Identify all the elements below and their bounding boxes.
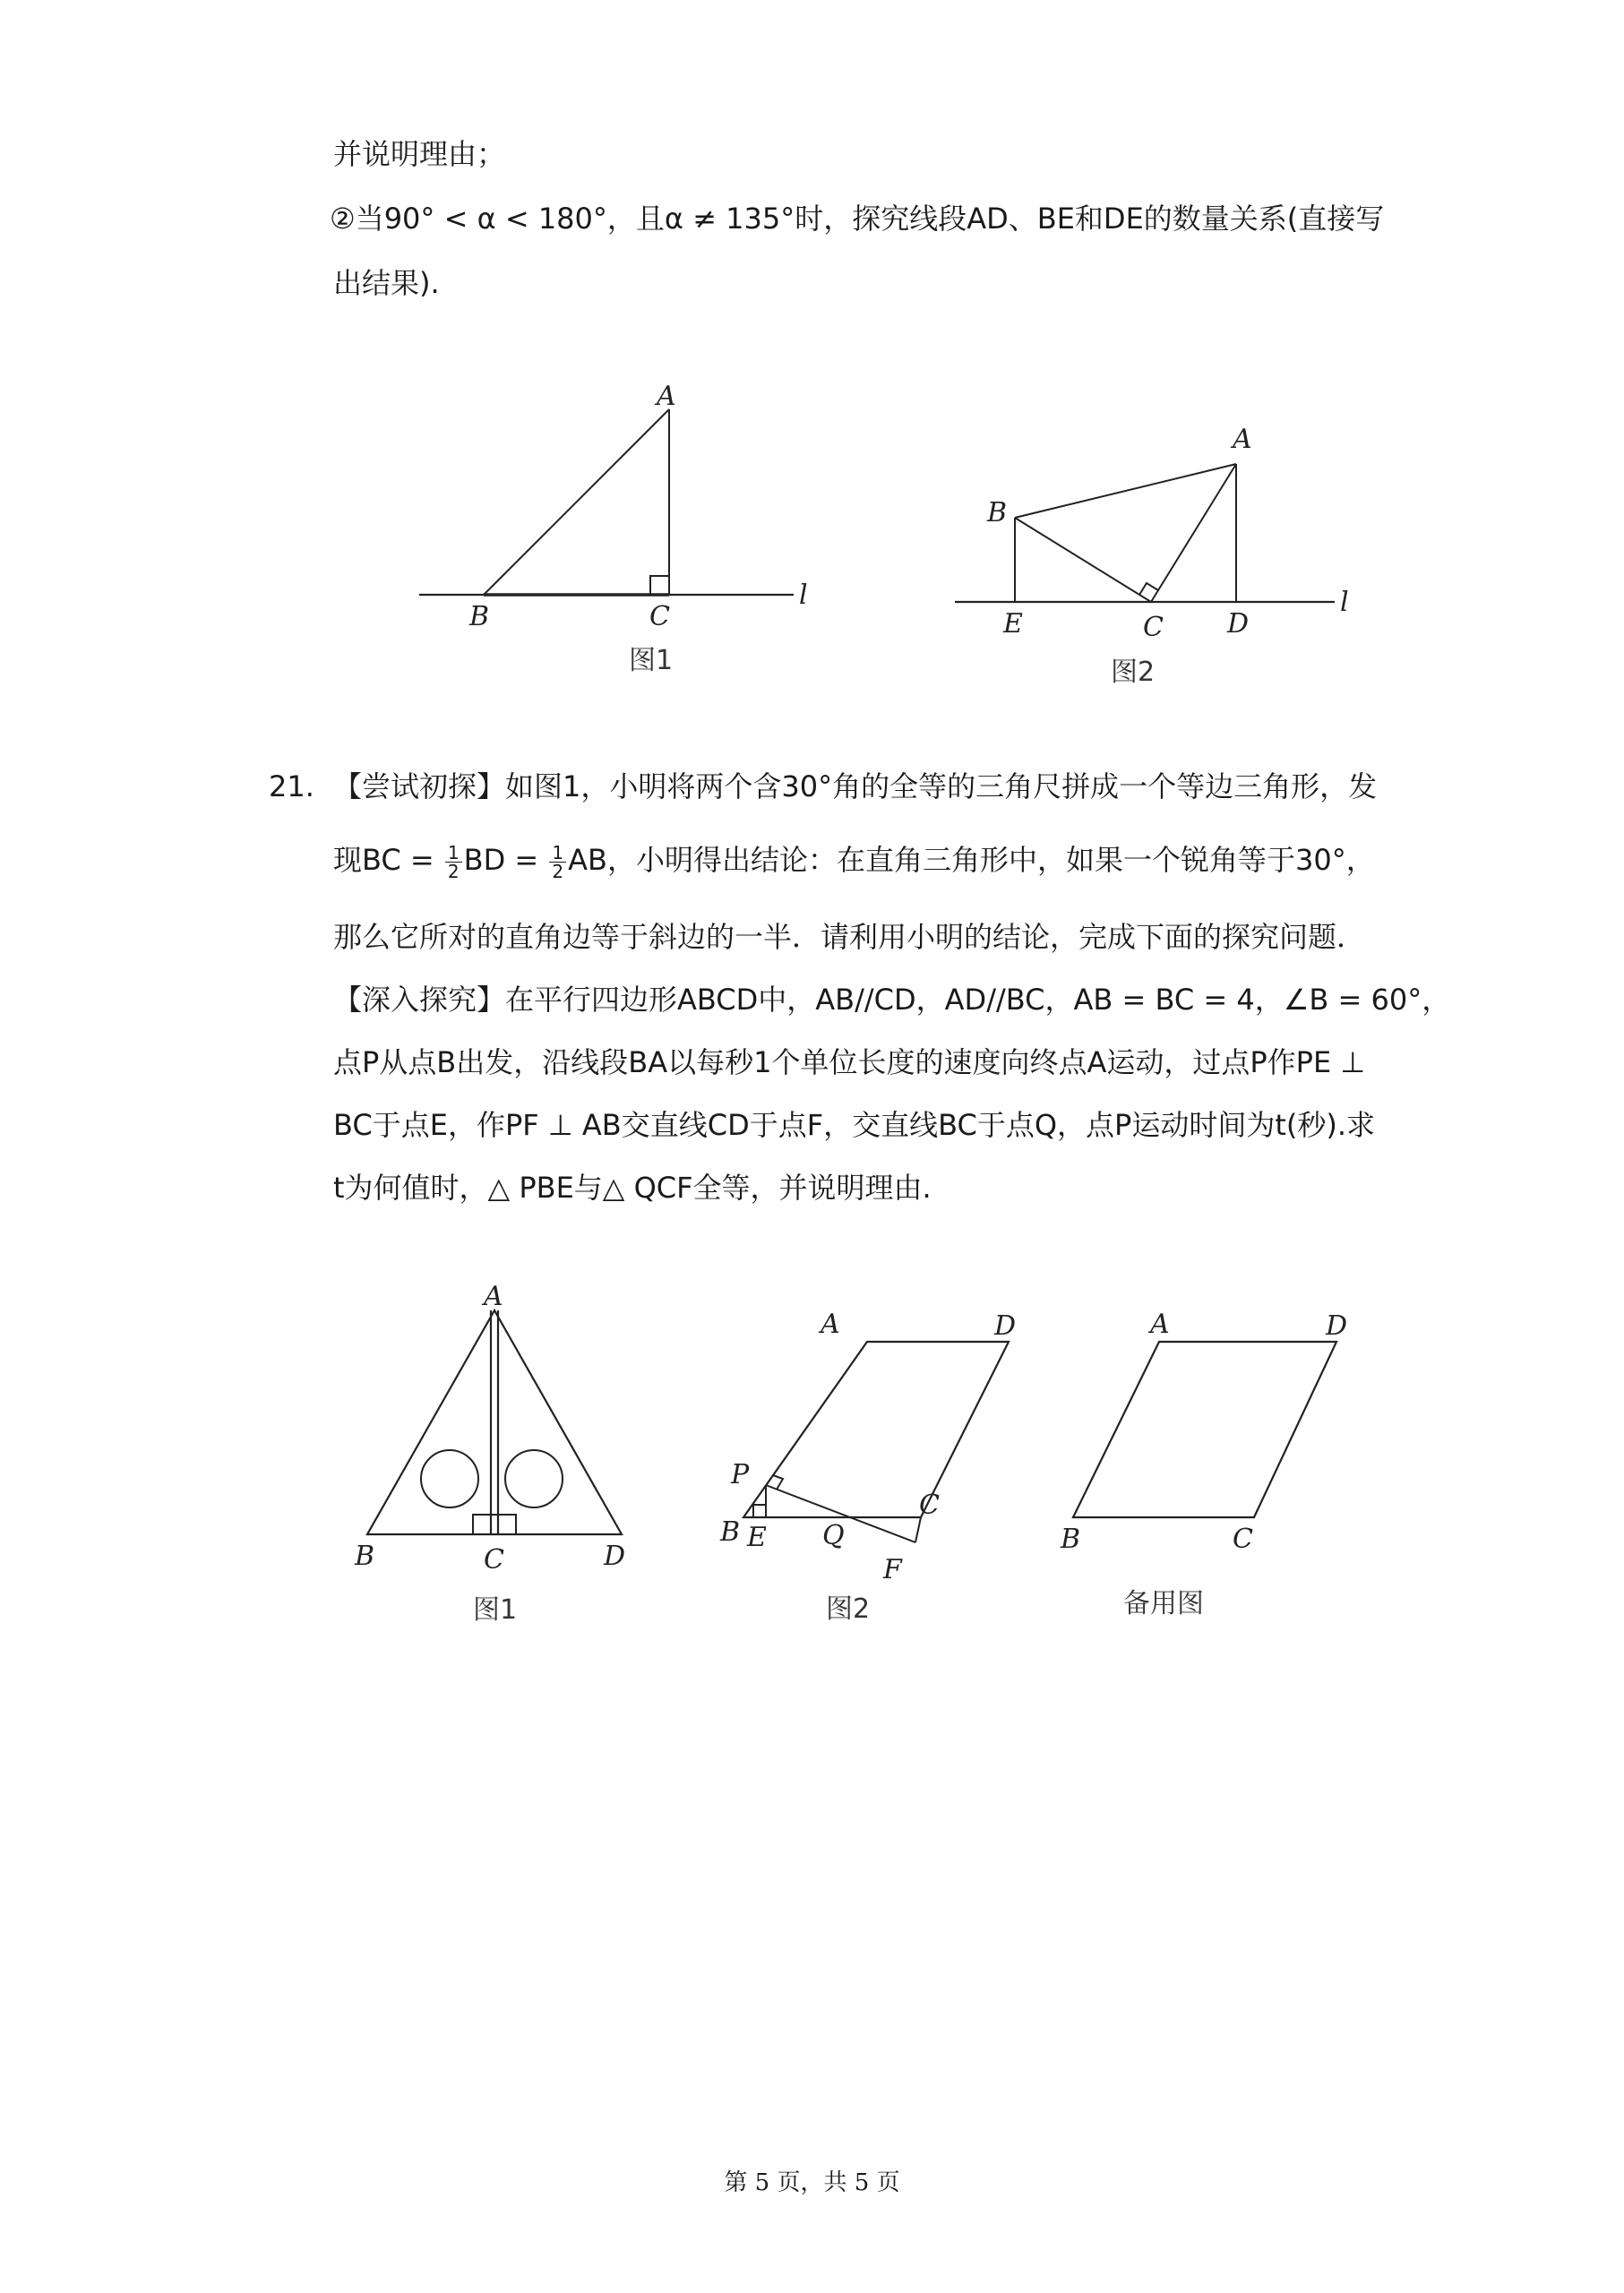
q20-line-2-text: 当90° < α < 180°，且α ≠ 135°时，探究线段AD、BE和DE的数量关系(直接写 [355,202,1385,236]
label-B: B [987,497,1008,528]
label-D: D [994,1310,1017,1342]
q20-figure-2 [949,421,1371,690]
label-B: B [355,1541,375,1572]
label-P: P [731,1459,750,1490]
fraction-half [445,841,462,882]
q21-line-6: BC于点E，作PF ⊥ AB交直线CD于点F，交直线BC于点Q，点P运动时间为t(秒).求 [333,1108,1376,1142]
figure-caption: 图1 [473,1594,518,1626]
equilateral-triangle [367,1310,622,1534]
q21-line-3: 那么它所对的直角边等于斜边的一半．请利用小明的结论，完成下面的探究问题． [333,920,1366,954]
page-footer: 第 5 页，共 5 页 [724,2169,900,2196]
label-l: l [1340,587,1349,618]
label-D: D [604,1541,626,1572]
label-A: A [484,1281,503,1312]
label-D: D [1227,608,1250,640]
label-B: B [720,1516,741,1548]
circled-number-2: ② [330,202,356,236]
label-E: E [747,1522,767,1553]
q20-line-3: 出结果). [333,266,440,300]
label-A: A [657,381,676,412]
right-angle-mark-E [753,1505,766,1517]
q21-line-1: 【尝试初探】如图1，小明将两个含30°角的全等的三角尺拼成一个等边三角形，发 [333,769,1378,803]
q21-line-2-part-a: 现BC = [333,843,443,877]
q21-backup-figure [1048,1308,1371,1648]
right-angle-mark [1139,583,1158,595]
fraction-denominator: 2 [552,860,564,882]
q21-figure-1 [349,1281,672,1626]
label-C: C [484,1544,504,1576]
right-angle-mark-P [773,1475,783,1490]
q20-figure-1 [412,376,815,681]
q21-line-2 [333,840,1375,880]
label-C: C [1143,612,1164,643]
label-A: A [1150,1309,1170,1340]
q21-line-5: 点P从点B出发，沿线段BA以每秒1个单位长度的速度向终点A运动，过点P作PE ⊥ [333,1045,1366,1079]
q21-line-2-part-b: BD = [463,843,548,877]
q21-line-2-part-c: AB，小明得出结论：在直角三角形中，如果一个锐角等于30°， [568,843,1375,877]
q21-figure-2 [717,1308,1066,1648]
fraction-half-2 [549,841,566,882]
figure-caption: 图2 [1111,657,1156,688]
figure-caption: 图2 [826,1593,871,1625]
q20-line-1: 并说明理由； [333,137,506,171]
label-A: A [1233,424,1252,455]
label-A: A [821,1309,840,1340]
label-C: C [649,601,670,632]
fraction-denominator: 2 [447,860,460,882]
q21-line-4: 【深入探究】在平行四边形ABCD中，AB//CD，AD//BC，AB = BC = 4，∠B = 60°， [333,983,1451,1017]
label-B: B [1061,1524,1081,1555]
label-l: l [799,580,808,611]
parallelogram-ABCD [1073,1342,1336,1517]
label-Q: Q [822,1520,845,1551]
figure-caption: 备用图 [1123,1588,1204,1619]
q20-line-2 [330,199,1384,238]
q21-line-7: t为何值时，△ PBE与△ QCF全等，并说明理由. [333,1171,932,1205]
segment-CA [1151,464,1236,602]
right-angle-mark [650,576,669,595]
label-C: C [1233,1524,1253,1555]
set-square-hole-left [421,1450,478,1507]
fraction-numerator: 1 [549,844,566,863]
right-angle-mark [473,1515,516,1534]
segment-BC [1015,518,1151,602]
label-B: B [469,601,490,632]
label-F: F [883,1554,902,1585]
question-number: 21. [269,769,314,803]
label-C: C [919,1490,940,1521]
segment-BA [1015,464,1236,518]
segment-CF [915,1517,921,1542]
fraction-numerator: 1 [445,844,462,863]
label-E: E [1003,608,1023,640]
set-square-hole-right [505,1450,563,1507]
figure-caption: 图1 [629,645,674,676]
label-D: D [1326,1310,1348,1342]
segment-AB [484,409,669,595]
